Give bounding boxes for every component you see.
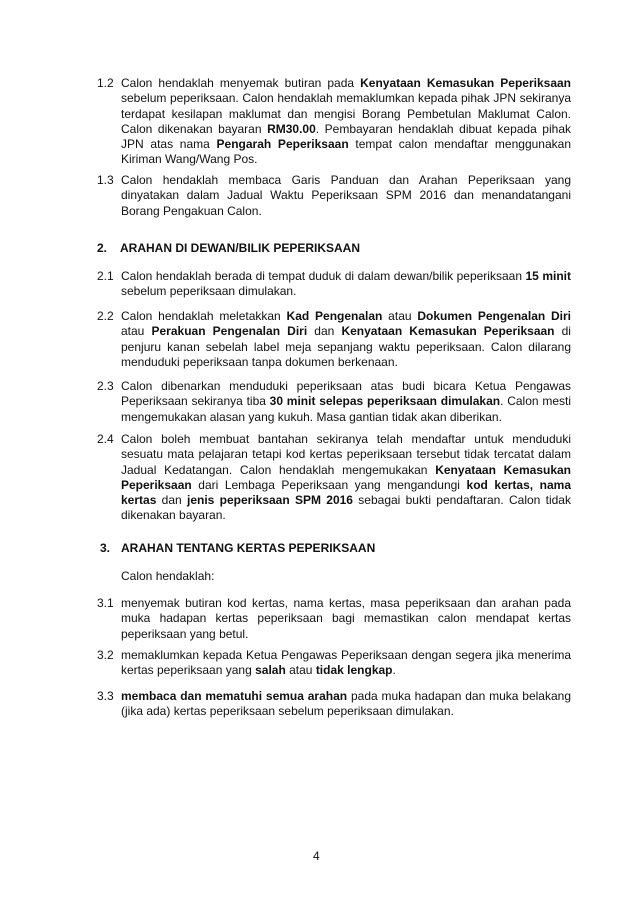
item-1-3 <box>97 173 571 219</box>
text-run: pada muka hadapan dan muka belakang (jika ada) kertas peperiksaan sebelum peperiksaan dimulakan. <box>121 689 571 719</box>
item-text <box>121 379 571 425</box>
item-text <box>121 173 571 219</box>
bold-text-run: salah <box>255 663 286 678</box>
text-run: tempat calon mendaftar menggunakan Kiriman Wang/Wang Pos. <box>121 137 571 167</box>
bold-text-run: 30 minit selepas peperiksaan dimulakan <box>269 394 501 409</box>
item-text <box>121 309 571 370</box>
section-intro: Calon hendaklah: <box>121 569 215 583</box>
item-number: 2.2 <box>97 309 114 323</box>
bold-text-run: Kad Pengenalan <box>286 309 383 323</box>
bold-text-run: 15 minit <box>525 269 571 283</box>
text-run: Calon boleh membuat bantahan sekiranya telah mendaftar untuk menduduki sesuatu mata pelajaran tetapi kod kertas peperiksaan tersebut tidak tercatat dalam Jadual Kedatangan. Calon hendaklah mengemukakan <box>121 432 571 477</box>
item-2-2 <box>97 309 572 370</box>
item-3-3 <box>97 689 571 720</box>
text-run: dari Lembaga Peperiksaan yang mengandungi <box>191 477 467 492</box>
item-3-2 <box>97 648 571 679</box>
bold-text-run: kod kertas, nama kertas <box>121 477 572 508</box>
item-2-3 <box>97 379 571 425</box>
item-text <box>121 269 571 300</box>
item-1-2 <box>97 76 571 168</box>
item-number: 2.3 <box>97 379 114 393</box>
item-text <box>121 648 571 679</box>
bold-text-run: Kenyataan Kemasukan Peperiksaan <box>121 462 572 492</box>
item-number: 2.1 <box>97 269 114 283</box>
bold-text-run: RM30.00 <box>267 121 316 136</box>
text-run: Calon hendaklah berada di tempat duduk di dalam dewan/bilik peperiksaan <box>121 269 526 283</box>
text-run: atau <box>382 309 418 323</box>
section-title: ARAHAN DI DEWAN/BILIK PEPERIKSAAN <box>120 241 361 255</box>
text-run: memaklumkan kepada Ketua Pengawas Peperiksaan dengan segera jika menerima kertas peperiksaan yang <box>121 648 571 678</box>
text-run: dan <box>156 493 187 508</box>
text-run: Calon dibenarkan menduduki peperiksaan atas budi bicara Ketua Pengawas Peperiksaan sekiranya tiba <box>121 379 571 409</box>
item-2-1 <box>97 269 571 300</box>
item-number: 3.3 <box>97 689 114 703</box>
text-run: menyemak butiran kod kertas, nama kertas, masa peperiksaan dan arahan pada muka hadapan kertas peperiksaan bagi memastikan calon mendapat kertas peperiksaan yang betul. <box>121 596 571 641</box>
item-text <box>121 432 571 524</box>
text-run: . Pembayaran hendaklah dibuat kepada pihak JPN atas nama <box>121 121 571 152</box>
item-2-4 <box>97 432 572 524</box>
bold-text-run: Kenyataan Kemasukan Peperiksaan <box>341 324 555 339</box>
text-run: Calon hendaklah membaca Garis Panduan dan Arahan Peperiksaan yang dinyatakan dalam Jadual Waktu Peperiksaan SPM 2016 dan menandatangani Borang Pengakuan Calon. <box>121 173 571 218</box>
page-number: 4 <box>313 849 320 863</box>
text-run: sebelum peperiksaan. Calon hendaklah memaklumkan kepada pihak JPN sekiranya terdapat kesilapan maklumat dan mengisi Borang Pembetulan Maklumat Calon. Calon dikenakan bayaran <box>121 91 571 136</box>
bold-text-run: jenis peperiksaan SPM 2016 <box>187 493 353 508</box>
text-run: di penjuru kanan sebelah label meja sepanjang waktu peperiksaan. Calon dilarang menduduki peperiksaan tanpa dokumen berkenaan. <box>121 324 571 369</box>
item-3-1 <box>97 596 571 642</box>
bold-text-run: Dokumen Pengenalan Diri <box>417 309 572 323</box>
section-number: 2. <box>97 241 108 255</box>
text-run: sebelum peperiksaan dimulakan. <box>121 284 297 299</box>
item-number: 3.1 <box>97 596 114 610</box>
bold-text-run: membaca dan mematuhi semua arahan <box>121 689 348 703</box>
section-number: 3. <box>100 541 111 555</box>
bold-text-run: tidak lengkap <box>315 663 393 678</box>
item-text <box>121 76 571 168</box>
item-number: 3.2 <box>97 648 114 662</box>
text-run: . <box>392 663 396 678</box>
item-text <box>121 596 571 642</box>
item-number: 2.4 <box>97 432 114 446</box>
item-text <box>121 689 571 720</box>
text-run: dan <box>307 324 342 339</box>
text-run: Calon hendaklah meletakkan <box>121 309 287 323</box>
text-run: atau <box>121 324 152 339</box>
bold-text-run: Pengarah Peperiksaan <box>216 137 349 152</box>
section-title: ARAHAN TENTANG KERTAS PEPERIKSAAN <box>121 541 376 555</box>
bold-text-run: Perakuan Pengenalan Diri <box>151 324 308 339</box>
text-run: atau <box>285 663 316 678</box>
item-number: 1.2 <box>97 76 114 90</box>
text-run: . Calon mesti mengemukakan alasan yang kukuh. Masa gantian tidak akan diberikan. <box>121 394 571 424</box>
text-run: sebagai bukti pendaftaran. Calon tidak dikenakan bayaran. <box>121 493 571 523</box>
bold-text-run: Kenyataan Kemasukan Peperiksaan <box>360 76 571 90</box>
item-number: 1.3 <box>97 173 114 187</box>
text-run: Calon hendaklah menyemak butiran pada <box>121 76 361 90</box>
